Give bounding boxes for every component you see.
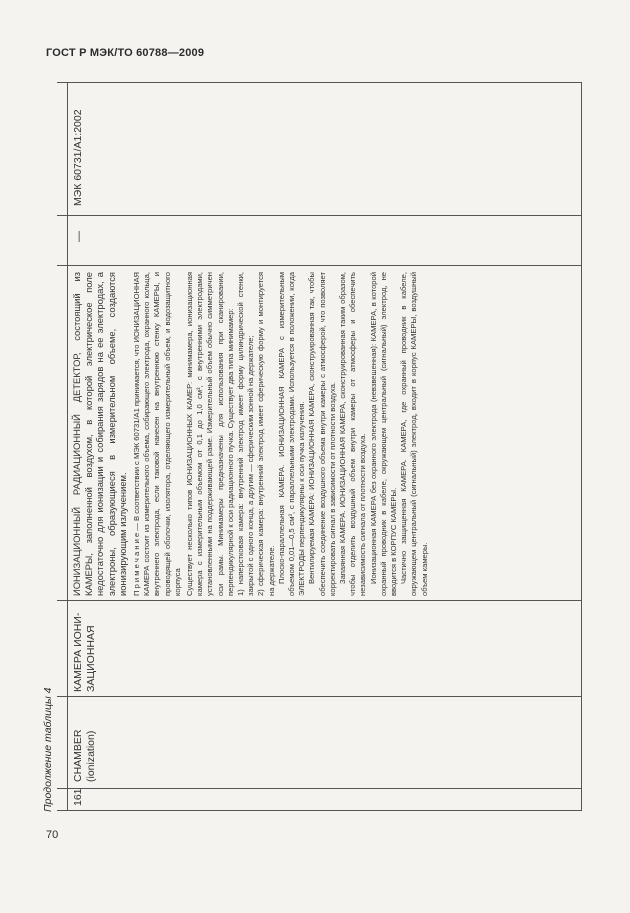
term-en (72, 729, 98, 782)
definition-note: П р и м е ч а н и е — В соответствии с МЭК 60731/А1 принимается, что ИОНИЗАЦИОННАЯ КАМЕРА состоит из измерительного объема, собирающего электрода, охранного кольца, внутреннего электрода, если таковой нанесен на внутреннюю стенку КАМЕРЫ, и проводящей оболочки, изолятора, отделяющего измерительный объем, и водозащитного корпуса (131, 272, 182, 596)
table-caption: Продолжение таблицы 4 (42, 687, 54, 812)
definitions-table (57, 82, 582, 811)
definition-paragraph: Ионизационная КАМЕРА без охранного электрода (невзвешенная): КАМЕРА, в которой охранный проводник в кабеле, окружающем центральный (сигнальный) электрод, не вводится в КОРПУС КАМЕРЫ. (368, 272, 399, 596)
col-sep-definition (57, 265, 582, 266)
row-number: 161 (72, 788, 84, 806)
page-number: 70 (46, 829, 59, 841)
col-sep-term-ru (57, 600, 582, 601)
col-sep-number (57, 788, 582, 789)
definition-paragraph: Существует несколько типов ИОНИЗАЦИОННЫХ КАМЕР: минимамера, ионизационная камера с измерительным объемом от 0,1 до 1,0 см³, с внутренними электродами, установленными на поддерживающей раме. Измерительный объем обычно симметричен оси рамы. Минимамеры предназначены для использования при сканировании, перпендикулярной к оси радиационного пучка. Существует два типа минимамер: (184, 272, 235, 596)
table-border-top (57, 82, 582, 83)
document-header: ГОСТ Р МЭК/ТО 60788—2009 (46, 47, 205, 59)
dash-cell: — (73, 231, 85, 242)
col-sep-dash (57, 215, 582, 216)
term-ru (72, 613, 98, 692)
term-ru-line-1: КАМЕРА ИОНИ- (72, 612, 84, 692)
definition-paragraph: Плоско-параллельная КАМЕРА. ИОНИЗАЦИОННАЯ КАМЕРА с измерительным объемом 0,01—0,5 см³, с параллельными электродами. Используется в положении, когда ЭЛЕКТРОДЫ перпендикулярны к оси пучка излучения. (276, 272, 307, 596)
definition-paragraph: 2) сферическая камера: внутренний электрод имеет сферическую форму и монтируется на держателе. (256, 272, 276, 596)
definition-main: ИОНИЗАЦИОННЫЙ РАДИАЦИОННЫЙ ДЕТЕКТОР, состоящий из КАМЕРЫ, заполненной воздухом, в которой электрическое поле недостаточно для ионизации и собирания зарядов на ее электродах, а электроны, образующиеся в измерительном объеме, создаются ионизирующим излучением. (71, 272, 129, 596)
definition-paragraph: Вентилируемая КАМЕРА: ИОНИЗАЦИОННАЯ КАМЕРА, сконструированная так, чтобы обеспечить соединение воздушного объема внутри камеры с атмосферой, что позволяет корректировать сигнал в зависимости от плотности воздуха. (307, 272, 337, 596)
definition-paragraph: Запаянная КАМЕРА. ИОНИЗАЦИОННАЯ КАМЕРА, сконструированная таким образом, чтобы отделить воздушный объем внутри камеры от атмосферы и обеспечить независимость сигнала от плотности воздуха. (338, 272, 368, 596)
table-border-bottom (57, 810, 582, 811)
definition-paragraph: Частично защищенная КАМЕРА. КАМЕРА, где охранный проводник в кабеле, окружающем центральный (сигнальный) электрод, входит в корпус КАМЕРЫ, воздушный объем камеры. (399, 272, 429, 596)
definition-paragraph: 1) наперстковая камера: внутренний электрод имеет форму цилиндрической стенки, закрытой с одного конца, а другим — сферическим зонной на держателе; (236, 272, 256, 596)
col-sep-term-en (57, 696, 582, 697)
term-en-line-2: (ionization) (85, 730, 97, 782)
reference-cell: МЭК 60731/А1:2002 (72, 109, 84, 206)
table-border-right (581, 82, 582, 811)
term-ru-line-2: ЗАЦИОННАЯ (85, 625, 97, 692)
term-en-line-1: CHAMBER (72, 729, 84, 782)
row-sep-left (67, 82, 68, 811)
